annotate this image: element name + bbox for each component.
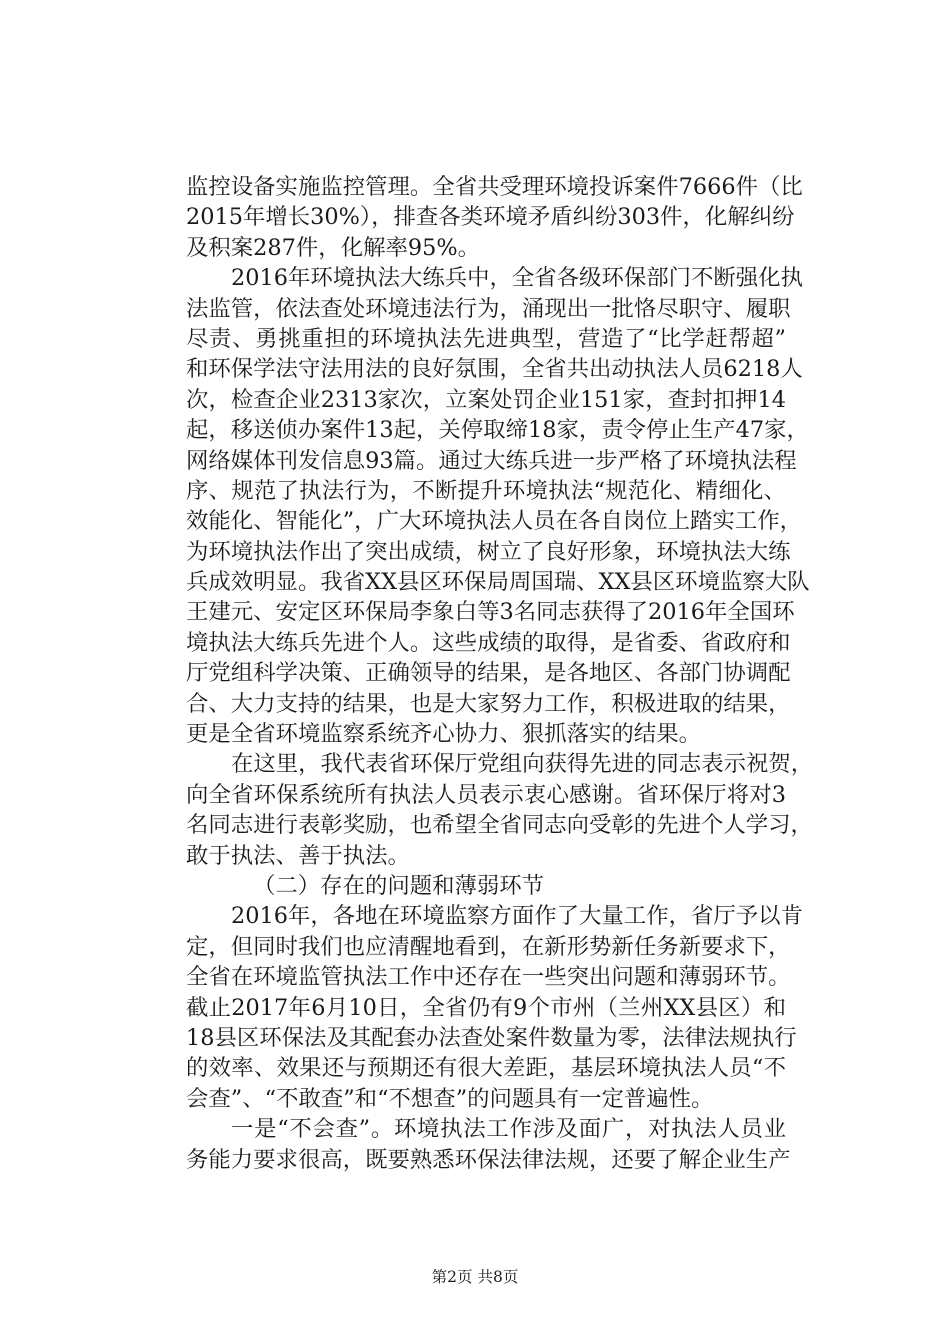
text-line: 2015年增长30%），排查各类环境矛盾纠纷303件，化解纠纷: [186, 204, 795, 231]
text-line: 18县区环保法及其配套办法查处案件数量为零，法律法规执行: [186, 1024, 797, 1051]
text-line: 向全省环保系统所有执法人员表示衷心感谢。省环保厅将对3: [186, 781, 786, 808]
text-line: 名同志进行表彰奖励，也希望全省同志向受彰的先进个人学习，: [186, 812, 813, 839]
text-line: 境执法大练兵先进个人。这些成绩的取得，是省委、省政府和: [186, 629, 791, 656]
text-line: 务能力要求很高，既要熟悉环保法律法规，还要了解企业生产: [186, 1146, 791, 1173]
text-line: 为环境执法作出了突出成绩，树立了良好形象，环境执法大练: [186, 538, 791, 565]
text-line: 合、大力支持的结果，也是大家努力工作，积极进取的结果，: [186, 690, 791, 717]
text-line: 尽责、勇挑重担的环境执法先进典型，营造了“比学赶帮超”: [186, 325, 786, 352]
text-line: 定，但同时我们也应清醒地看到，在新形势新任务新要求下，: [186, 933, 791, 960]
text-line: 一是“不会查”。环境执法工作涉及面广，对执法人员业: [231, 1116, 786, 1143]
text-line: 会查”、“不敢查”和“不想查”的问题具有一定普遍性。: [186, 1085, 714, 1112]
text-line: 截止2017年6月10日，全省仍有9个市州（兰州XX县区）和: [186, 994, 786, 1021]
text-line: 效能化、智能化”，广大环境执法人员在各自岗位上踏实工作，: [186, 508, 802, 535]
page-footer: 第2页 共8页: [431, 1268, 519, 1286]
text-line: 厅党组科学决策、正确领导的结果，是各地区、各部门协调配: [186, 660, 791, 687]
text-line: 更是全省环境监察系统齐心协力、狠抓落实的结果。: [186, 721, 701, 748]
document-body: [186, 172, 814, 1175]
text-line: 的效率、效果还与预期还有很大差距，基层环境执法人员“不: [186, 1055, 786, 1082]
text-line: 法监管，依法查处环境违法行为，涌现出一批恪尽职守、履职: [186, 295, 791, 322]
text-line: 王建元、安定区环保局李象白等3名同志获得了2016年全国环: [186, 599, 795, 626]
text-line: 全省在环境监管执法工作中还存在一些突出问题和薄弱环节。: [186, 964, 791, 991]
text-line: 网络媒体刊发信息93篇。通过大练兵进一步严格了环境执法程: [186, 447, 797, 474]
text-line: 在这里，我代表省环保厅党组向获得先进的同志表示祝贺，: [231, 751, 814, 778]
section-heading: （二）存在的问题和薄弱环节: [253, 872, 545, 899]
text-line: 起，移送侦办案件13起，关停取缔18家，责令停止生产47家，: [186, 417, 809, 444]
text-line: 监控设备实施监控管理。全省共受理环境投诉案件7666件（比: [186, 174, 803, 200]
text-line: 敢于执法、善于执法。: [186, 842, 410, 869]
text-line: 序、规范了执法行为，不断提升环境执法“规范化、精细化、: [186, 477, 786, 504]
text-line: 兵成效明显。我省XX县区环保局周国瑞、XX县区环境监察大队: [186, 569, 810, 596]
text-line: 及积案287件，化解率95%。: [186, 234, 481, 261]
text-line: 次，检查企业2313家次，立案处罚企业151家，查封扣押14: [186, 386, 786, 413]
text-line: 和环保学法守法用法的良好氛围，全省共出动执法人员6218人: [186, 356, 803, 383]
text-line: 2016年环境执法大练兵中，全省各级环保部门不断强化执: [231, 265, 803, 292]
text-line: 2016年，各地在环境监察方面作了大量工作，省厅予以肯: [231, 903, 803, 930]
